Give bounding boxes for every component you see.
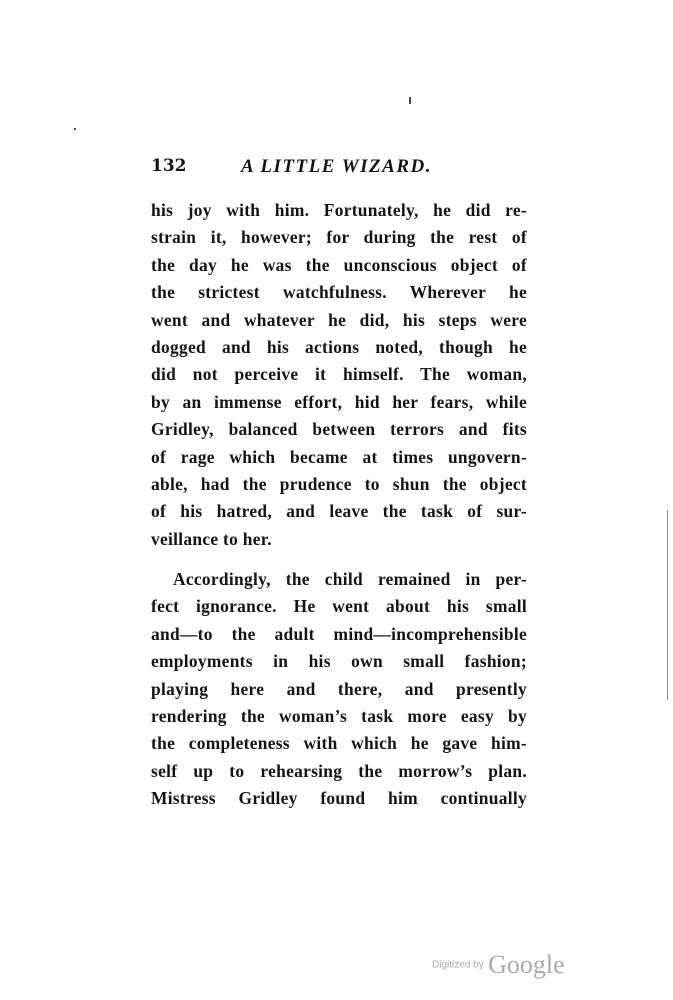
scan-edge-line xyxy=(667,510,668,700)
scan-speck xyxy=(74,128,76,130)
text-line: Accordingly, the child remained in per- xyxy=(173,569,527,590)
text-line: employments in his own small fashion; xyxy=(151,651,527,672)
text-line: Gridley, balanced between terrors and fits xyxy=(151,419,527,440)
text-line: fect ignorance. He went about his small xyxy=(151,596,527,617)
text-line: and—to the adult mind—incomprehensible xyxy=(151,623,527,644)
text-line: the completeness with which he gave him- xyxy=(151,733,527,754)
text-line: the strictest watchfulness. Wherever he xyxy=(151,282,527,303)
text-line: of his hatred, and leave the task of sur- xyxy=(151,501,527,522)
text-line: self up to rehearsing the morrow’s plan. xyxy=(151,760,527,781)
text-line: his joy with him. Fortunately, he did re- xyxy=(151,200,527,220)
text-line: did not perceive it himself. The woman, xyxy=(151,364,527,385)
text-line: dogged and his actions noted, though he xyxy=(151,336,527,357)
text-line: playing here and there, and presently xyxy=(151,678,527,699)
page-number: 132 xyxy=(151,156,187,176)
page-body xyxy=(151,197,527,813)
watermark-prefix: Digitized by xyxy=(432,959,484,971)
running-title: A LITTLE WIZARD. xyxy=(241,156,432,177)
google-logo-text: Google xyxy=(488,950,565,979)
text-line: able, had the prudence to shun the object xyxy=(151,473,527,494)
text-line: rendering the woman’s task more easy by xyxy=(151,706,527,727)
text-line: the day he was the unconscious object of xyxy=(151,254,527,275)
digitized-by-google-watermark xyxy=(432,950,565,980)
running-header xyxy=(151,156,531,180)
scan-speck xyxy=(409,97,411,104)
text-line: by an immense effort, hid her fears, while xyxy=(151,391,527,412)
text-line: went and whatever he did, his steps were xyxy=(151,309,527,330)
text-line: strain it, however; for during the rest of xyxy=(151,227,527,248)
text-line: veillance to her. xyxy=(151,528,272,549)
text-line: Mistress Gridley found him continually xyxy=(151,788,527,809)
paragraph-gap xyxy=(151,553,527,566)
text-line: of rage which became at times ungovern- xyxy=(151,446,527,467)
